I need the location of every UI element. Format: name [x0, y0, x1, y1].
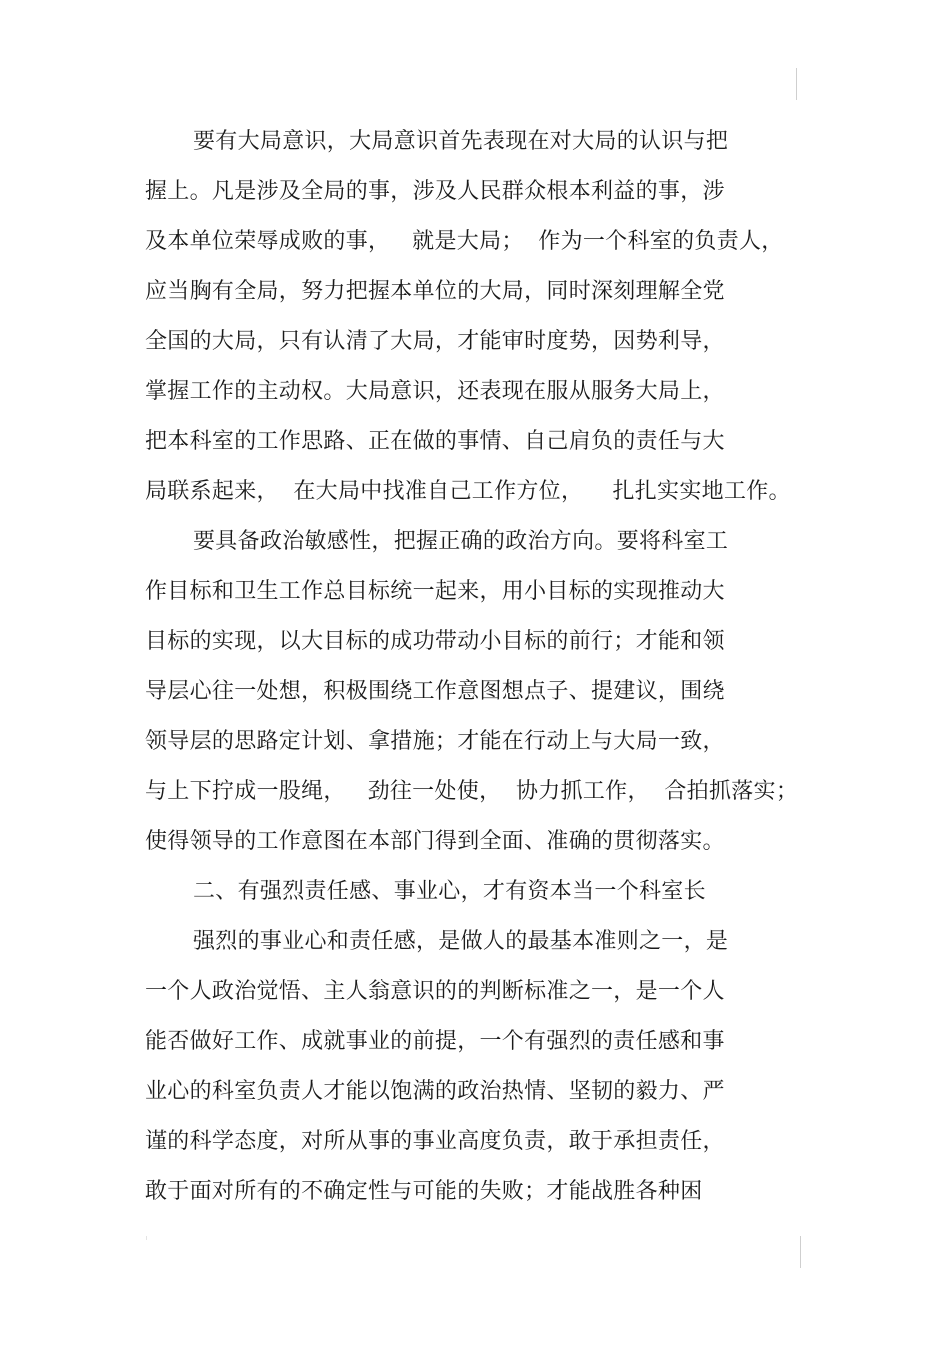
text-line: 全国的大局，只有认清了大局，才能审时度势，因势利导，	[145, 329, 725, 354]
text-line: 局联系起来， 在大局中找准自己工作方位， 扎扎实实地工作。	[145, 479, 791, 504]
text-line: 把本科室的工作思路、正在做的事情、自己肩负的责任与大	[145, 429, 725, 454]
text-line: 敢于面对所有的不确定性与可能的失败；才能战胜各种困	[145, 1179, 703, 1204]
text-line: 谨的科学态度，对所从事的事业高度负责，敢于承担责任，	[145, 1129, 725, 1154]
body-text	[145, 122, 805, 1222]
text-line: 应当胸有全局，努力把握本单位的大局，同时深刻理解全党	[145, 279, 725, 304]
text-line: 及本单位荣辱成败的事， 就是大局； 作为一个科室的负责人，	[145, 229, 784, 254]
text-line: 业心的科室负责人才能以饱满的政治热情、坚韧的毅力、严	[145, 1079, 725, 1104]
text-line: 使得领导的工作意图在本部门得到全面、准确的贯彻落实。	[145, 829, 725, 854]
text-line: 作目标和卫生工作总目标统一起来，用小目标的实现推动大	[145, 579, 725, 604]
page-corner-mark	[796, 68, 797, 100]
text-line: 掌握工作的主动权。大局意识，还表现在服从服务大局上，	[145, 379, 725, 404]
text-line: 要具备政治敏感性，把握正确的政治方向。要将科室工	[193, 529, 729, 554]
text-line: 握上。凡是涉及全局的事，涉及人民群众根本利益的事，涉	[145, 179, 725, 204]
text-line: 强烈的事业心和责任感，是做人的最基本准则之一，是	[193, 929, 729, 954]
page-corner-mark	[146, 1236, 147, 1240]
section-heading: 二、有强烈责任感、事业心，才有资本当一个科室长	[193, 879, 706, 904]
text-line: 与上下拧成一股绳， 劲往一处使， 协力抓工作， 合拍抓落实；	[145, 779, 799, 804]
text-line: 能否做好工作、成就事业的前提，一个有强烈的责任感和事	[145, 1029, 725, 1054]
text-line: 目标的实现，以大目标的成功带动小目标的前行；才能和领	[145, 629, 725, 654]
text-line: 导层心往一处想，积极围绕工作意图想点子、提建议，围绕	[145, 679, 725, 704]
page-corner-mark	[800, 1236, 801, 1268]
text-line: 领导层的思路定计划、拿措施；才能在行动上与大局一致，	[145, 729, 725, 754]
text-line: 一个人政治觉悟、主人翁意识的的判断标准之一，是一个人	[145, 979, 725, 1004]
text-line: 要有大局意识，大局意识首先表现在对大局的认识与把	[193, 129, 729, 154]
